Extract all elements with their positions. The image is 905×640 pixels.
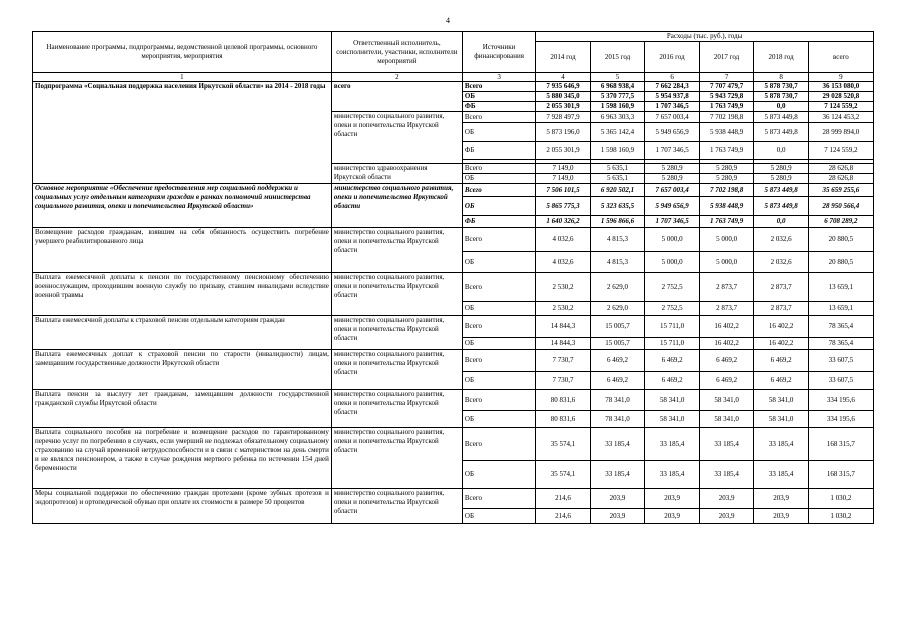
source-cell: Всего — [462, 228, 535, 252]
header-source: Источники финансирования — [462, 32, 535, 73]
value-cell: 4 815,3 — [590, 228, 645, 252]
value-cell: 7 506 101,5 — [536, 184, 591, 197]
activity-name: Выплата ежемесячной доплаты к страховой пенсии отдельным категориям граждан — [33, 316, 332, 350]
total-cell: 35 659 255,6 — [808, 184, 873, 197]
total-cell: 78 365,4 — [808, 316, 873, 338]
value-cell: 2 055 301,9 — [536, 102, 591, 112]
value-cell: 15 711,0 — [645, 316, 700, 338]
value-cell: 0,0 — [754, 142, 809, 160]
value-cell: 5 365 142,4 — [590, 123, 645, 142]
value-cell: 1 763 749,9 — [699, 216, 754, 228]
source-cell: ФБ — [462, 142, 535, 160]
value-cell: 58 341,0 — [645, 411, 700, 428]
value-cell: 7 702 198,8 — [699, 112, 754, 123]
value-cell: 0,0 — [754, 102, 809, 112]
activity-exec: министерство социального развития, опеки и попечительства Иркутской области — [331, 390, 462, 428]
activity-exec: министерство социального развития, опеки и попечительства Иркутской области — [331, 316, 462, 350]
column-index: 6 — [645, 73, 700, 82]
source-cell: Всего — [462, 489, 535, 509]
value-cell: 5 878 730,7 — [754, 82, 809, 92]
value-cell: 203,9 — [590, 509, 645, 524]
total-cell: 334 195,6 — [808, 411, 873, 428]
value-cell: 33 185,4 — [590, 461, 645, 489]
value-cell: 14 844,3 — [536, 338, 591, 350]
value-cell: 2 530,2 — [536, 302, 591, 316]
header-exec: Ответственный исполнитель, соисполнители, участники, исполнители мероприятий — [331, 32, 462, 73]
value-cell: 15 005,7 — [590, 316, 645, 338]
column-index: 8 — [754, 73, 809, 82]
value-cell: 1 707 346,5 — [645, 216, 700, 228]
value-cell: 6 469,2 — [699, 372, 754, 390]
source-cell: ОБ — [462, 509, 535, 524]
value-cell: 78 341,0 — [590, 390, 645, 411]
source-cell: Всего — [462, 82, 535, 92]
value-cell: 16 402,2 — [754, 316, 809, 338]
value-cell: 2 032,6 — [754, 228, 809, 252]
value-cell: 203,9 — [590, 489, 645, 509]
value-cell: 6 963 303,3 — [590, 112, 645, 123]
value-cell: 203,9 — [754, 489, 809, 509]
total-cell: 168 315,7 — [808, 461, 873, 489]
value-cell: 5 000,0 — [645, 252, 700, 273]
value-cell: 203,9 — [645, 489, 700, 509]
source-cell: Всего — [462, 350, 535, 372]
value-cell: 2 629,0 — [590, 273, 645, 302]
value-cell: 15 005,7 — [590, 338, 645, 350]
column-index: 4 — [536, 73, 591, 82]
value-cell: 5 280,9 — [645, 174, 700, 184]
total-cell: 20 880,5 — [808, 252, 873, 273]
value-cell: 5 865 775,3 — [536, 197, 591, 216]
value-cell: 5 635,1 — [590, 174, 645, 184]
total-cell: 36 153 080,0 — [808, 82, 873, 92]
total-cell: 28 999 894,0 — [808, 123, 873, 142]
activity-name: Выплата пенсии за выслугу лет гражданам, замещавшим должности государственной гражданской службы Иркутской области — [33, 390, 332, 428]
value-cell: 35 574,1 — [536, 428, 591, 461]
header-total: всего — [808, 42, 873, 73]
total-cell: 334 195,6 — [808, 390, 873, 411]
value-cell: 6 469,2 — [754, 372, 809, 390]
value-cell: 1 707 346,5 — [645, 142, 700, 160]
total-cell: 7 124 559,2 — [808, 102, 873, 112]
value-cell: 1 707 346,5 — [645, 102, 700, 112]
source-cell: Всего — [462, 390, 535, 411]
total-cell: 13 659,1 — [808, 302, 873, 316]
source-cell: ОБ — [462, 302, 535, 316]
value-cell: 35 574,1 — [536, 461, 591, 489]
source-cell: ОБ — [462, 174, 535, 184]
subprogram-name: Подпрограмма «Социальная поддержка населения Иркутской области» на 2014 - 2018 годы — [33, 82, 332, 184]
value-cell: 7 662 284,3 — [645, 82, 700, 92]
value-cell: 1 640 326,2 — [536, 216, 591, 228]
total-cell: 78 365,4 — [808, 338, 873, 350]
source-cell: ОБ — [462, 461, 535, 489]
value-cell: 7 707 479,7 — [699, 82, 754, 92]
value-cell: 2 873,7 — [699, 302, 754, 316]
value-cell: 6 968 938,4 — [590, 82, 645, 92]
total-cell: 29 028 520,8 — [808, 92, 873, 102]
value-cell: 7 149,0 — [536, 164, 591, 174]
source-cell: ОБ — [462, 338, 535, 350]
value-cell: 80 831,6 — [536, 411, 591, 428]
value-cell: 5 280,9 — [699, 174, 754, 184]
activity-name: Меры социальной поддержки по обеспечению граждан протезами (кроме зубных протезов и эндопротезов) и ортопедической обувью при оплате их стоимости в размере 50 процентов — [33, 489, 332, 524]
value-cell: 58 341,0 — [699, 390, 754, 411]
source-cell: Всего — [462, 164, 535, 174]
subprogram-exec-ministry: министерство социального развития, опеки и попечительства Иркутской области — [331, 112, 462, 164]
value-cell: 5 949 656,9 — [645, 197, 700, 216]
total-cell: 168 315,7 — [808, 428, 873, 461]
activity-name: Выплата ежемесячной доплаты к пенсии по государственному пенсионному обеспечению военнослужащим, проходившим военную службу по призыву, ставшим инвалидами вследствие военной травмы — [33, 273, 332, 316]
value-cell: 16 402,2 — [754, 338, 809, 350]
value-cell: 16 402,2 — [699, 316, 754, 338]
value-cell: 2 629,0 — [590, 302, 645, 316]
value-cell: 7 935 646,9 — [536, 82, 591, 92]
header-year: 2014 год — [536, 42, 591, 73]
activity-name: Выплата ежемесячных доплат к страховой пенсии по старости (инвалидности) лицам, замещавшим государственные должности Иркутской области — [33, 350, 332, 390]
value-cell: 1 763 749,9 — [699, 142, 754, 160]
value-cell: 2 032,6 — [754, 252, 809, 273]
value-cell: 58 341,0 — [645, 390, 700, 411]
value-cell: 6 469,2 — [590, 372, 645, 390]
value-cell: 203,9 — [754, 509, 809, 524]
source-cell: ОБ — [462, 372, 535, 390]
value-cell: 5 280,9 — [699, 164, 754, 174]
value-cell: 1 596 866,6 — [590, 216, 645, 228]
page-number: 4 — [446, 16, 450, 25]
value-cell: 4 815,3 — [590, 252, 645, 273]
total-cell: 1 030,2 — [808, 509, 873, 524]
source-cell: ОБ — [462, 252, 535, 273]
value-cell: 5 949 656,9 — [645, 123, 700, 142]
value-cell: 5 280,9 — [754, 164, 809, 174]
value-cell: 2 752,5 — [645, 302, 700, 316]
value-cell: 5 370 777,5 — [590, 92, 645, 102]
value-cell: 33 185,4 — [699, 461, 754, 489]
value-cell: 203,9 — [699, 509, 754, 524]
value-cell: 6 469,2 — [645, 350, 700, 372]
value-cell: 1 598 160,9 — [590, 102, 645, 112]
value-cell: 80 831,6 — [536, 390, 591, 411]
value-cell: 7 730,7 — [536, 350, 591, 372]
value-cell: 0,0 — [754, 216, 809, 228]
column-index: 3 — [462, 73, 535, 82]
activity-exec: министерство социального развития, опеки и попечительства Иркутской области — [331, 273, 462, 316]
total-cell: 28 950 566,4 — [808, 197, 873, 216]
value-cell: 5 280,9 — [645, 164, 700, 174]
source-cell: ФБ — [462, 216, 535, 228]
column-index: 9 — [808, 73, 873, 82]
main-activity-exec: министерство социального развития, опеки и попечительства Иркутской области — [331, 184, 462, 228]
header-year: 2016 год — [645, 42, 700, 73]
value-cell: 5 323 635,5 — [590, 197, 645, 216]
column-index: 1 — [33, 73, 332, 82]
activity-exec: министерство социального развития, опеки и попечительства Иркутской области — [331, 428, 462, 489]
value-cell: 7 702 198,8 — [699, 184, 754, 197]
value-cell: 33 185,4 — [699, 428, 754, 461]
value-cell: 4 032,6 — [536, 252, 591, 273]
source-cell: Всего — [462, 273, 535, 302]
value-cell: 2 873,7 — [699, 273, 754, 302]
value-cell: 7 928 497,9 — [536, 112, 591, 123]
value-cell: 2 873,7 — [754, 273, 809, 302]
source-cell: Всего — [462, 112, 535, 123]
value-cell: 33 185,4 — [645, 461, 700, 489]
value-cell: 16 402,2 — [699, 338, 754, 350]
value-cell: 5 943 729,8 — [699, 92, 754, 102]
value-cell: 5 000,0 — [699, 228, 754, 252]
value-cell: 214,6 — [536, 509, 591, 524]
subprogram-exec-all: всего — [331, 82, 462, 112]
column-index: 2 — [331, 73, 462, 82]
value-cell: 5 938 448,9 — [699, 197, 754, 216]
value-cell: 2 530,2 — [536, 273, 591, 302]
value-cell: 78 341,0 — [590, 411, 645, 428]
value-cell: 6 469,2 — [590, 350, 645, 372]
value-cell: 6 469,2 — [699, 350, 754, 372]
source-cell: ФБ — [462, 102, 535, 112]
value-cell: 5 000,0 — [645, 228, 700, 252]
value-cell: 5 280,9 — [754, 174, 809, 184]
value-cell: 5 873 449,8 — [754, 112, 809, 123]
value-cell: 5 954 937,8 — [645, 92, 700, 102]
value-cell: 7 730,7 — [536, 372, 591, 390]
header-name: Наименование программы, подпрограммы, ведомственной целевой программы, основного мероприятия, мероприятия — [33, 32, 332, 73]
value-cell: 7 657 003,4 — [645, 184, 700, 197]
activity-exec: министерство социального развития, опеки и попечительства Иркутской области — [331, 228, 462, 273]
value-cell: 203,9 — [699, 489, 754, 509]
header-costs: Расходы (тыс. руб.), годы — [536, 32, 874, 42]
value-cell: 203,9 — [645, 509, 700, 524]
value-cell: 58 341,0 — [754, 411, 809, 428]
value-cell: 2 752,5 — [645, 273, 700, 302]
value-cell: 5 880 345,0 — [536, 92, 591, 102]
source-cell: Всего — [462, 184, 535, 197]
activity-name: Выплата социального пособия на погребение и возмещение расходов по гарантированному перечню услуг по погребению в случаях, если умерший не подлежал обязательному социальному страхованию на случай временной нетрудоспособности и в связи с материнством на день смерти и не являлся пенсионером, а также в случае рождения мертвого ребенка по истечении 154 дней беременности — [33, 428, 332, 489]
value-cell: 15 711,0 — [645, 338, 700, 350]
value-cell: 2 055 301,9 — [536, 142, 591, 160]
value-cell: 2 873,7 — [754, 302, 809, 316]
source-cell: ОБ — [462, 123, 535, 142]
value-cell: 7 149,0 — [536, 174, 591, 184]
header-year: 2015 год — [590, 42, 645, 73]
value-cell: 33 185,4 — [645, 428, 700, 461]
value-cell: 5 873 449,8 — [754, 123, 809, 142]
source-cell: ОБ — [462, 197, 535, 216]
total-cell: 1 030,2 — [808, 489, 873, 509]
expenses-table — [32, 31, 874, 524]
column-index: 5 — [590, 73, 645, 82]
value-cell: 33 185,4 — [590, 428, 645, 461]
total-cell: 7 124 559,2 — [808, 142, 873, 160]
total-cell: 33 607,5 — [808, 372, 873, 390]
value-cell: 6 469,2 — [645, 372, 700, 390]
value-cell: 5 000,0 — [699, 252, 754, 273]
value-cell: 214,6 — [536, 489, 591, 509]
total-cell: 20 880,5 — [808, 228, 873, 252]
source-cell: Всего — [462, 316, 535, 338]
value-cell: 5 873 449,8 — [754, 184, 809, 197]
total-cell: 6 708 289,2 — [808, 216, 873, 228]
value-cell: 5 873 196,0 — [536, 123, 591, 142]
value-cell: 5 873 449,8 — [754, 197, 809, 216]
total-cell: 28 626,8 — [808, 164, 873, 174]
header-year: 2017 год — [699, 42, 754, 73]
subprogram-exec-health: министерство здравоохранения Иркутской области — [331, 164, 462, 184]
total-cell: 36 124 453,2 — [808, 112, 873, 123]
value-cell: 14 844,3 — [536, 316, 591, 338]
source-cell: Всего — [462, 428, 535, 461]
value-cell: 58 341,0 — [699, 411, 754, 428]
value-cell: 6 469,2 — [754, 350, 809, 372]
value-cell: 58 341,0 — [754, 390, 809, 411]
header-year: 2018 год — [754, 42, 809, 73]
source-cell: ОБ — [462, 411, 535, 428]
value-cell: 5 878 730,7 — [754, 92, 809, 102]
value-cell: 1 598 160,9 — [590, 142, 645, 160]
total-cell: 33 607,5 — [808, 350, 873, 372]
total-cell: 13 659,1 — [808, 273, 873, 302]
value-cell: 1 763 749,9 — [699, 102, 754, 112]
source-cell: ОБ — [462, 92, 535, 102]
main-activity-name: Основное мероприятие «Обеспечение предоставления мер социальной поддержки и социальных услуг отдельным категориям граждан в рамках полномочий министерства социального развития, опеки и попечительства Иркутской области» — [33, 184, 332, 228]
value-cell: 33 185,4 — [754, 428, 809, 461]
value-cell: 5 938 448,9 — [699, 123, 754, 142]
activity-exec: министерство социального развития, опеки и попечительства Иркутской области — [331, 350, 462, 390]
value-cell: 5 635,1 — [590, 164, 645, 174]
column-index: 7 — [699, 73, 754, 82]
value-cell: 33 185,4 — [754, 461, 809, 489]
activity-exec: министерство социального развития, опеки и попечительства Иркутской области — [331, 489, 462, 524]
value-cell: 6 920 502,1 — [590, 184, 645, 197]
total-cell: 28 626,8 — [808, 174, 873, 184]
value-cell: 7 657 003,4 — [645, 112, 700, 123]
value-cell: 4 032,6 — [536, 228, 591, 252]
activity-name: Возмещение расходов гражданам, взявшим на себя обязанность осуществить погребение умершего реабилитированного лица — [33, 228, 332, 273]
